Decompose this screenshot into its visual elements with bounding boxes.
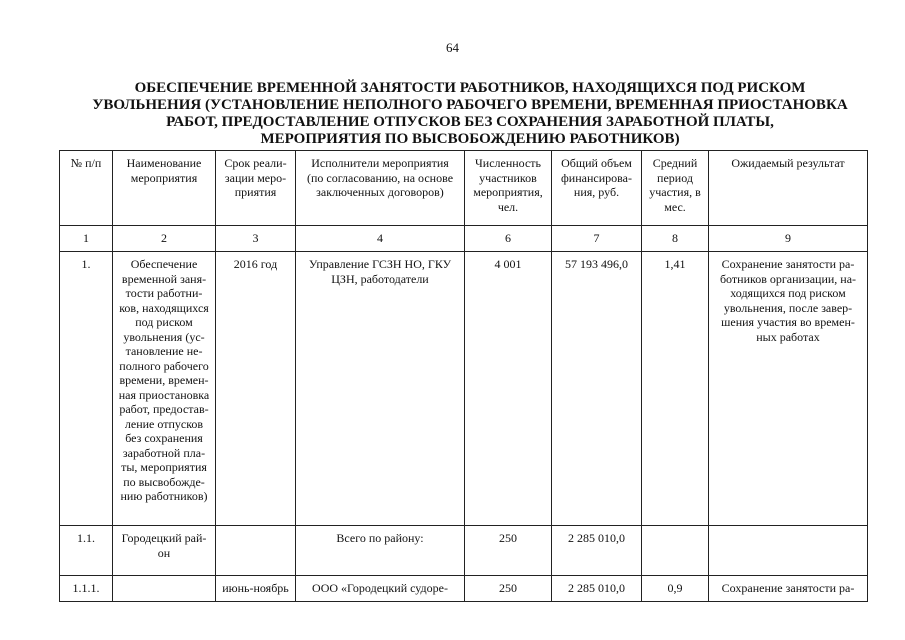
row-executors: ООО «Городецкий судоре- [296, 576, 465, 602]
row-name: Обеспечение временной заня- тости работни- ков, находящихся под риском увольнения (ус- тановление не- полного рабочего времени, времен- ная приостановка работ, предостав- ление отпусков без сохранения заработной пла- ты, мероприятия по высвобожде- нию работников) [113, 252, 216, 526]
column-number: 6 [465, 226, 552, 252]
column-number: 7 [552, 226, 642, 252]
row-num: 1.1.1. [60, 576, 113, 602]
header-executors: Исполнители мероприятия (по согласованию, на основе заключенных договоров) [296, 151, 465, 226]
column-number: 2 [113, 226, 216, 252]
row-financing: 2 285 010,0 [552, 526, 642, 576]
row-participants: 250 [465, 526, 552, 576]
row-executors: Управление ГСЗН НО, ГКУ ЦЗН, работодатели [296, 252, 465, 526]
header-period: Средний период участия, в мес. [642, 151, 709, 226]
title-line-1: ОБЕСПЕЧЕНИЕ ВРЕМЕННОЙ ЗАНЯТОСТИ РАБОТНИКОВ, НАХОДЯЩИХСЯ ПОД РИСКОМ [134, 80, 806, 96]
column-number-row [60, 226, 868, 252]
row-financing: 2 285 010,0 [552, 576, 642, 602]
row-num: 1. [60, 252, 113, 526]
row-result [709, 526, 868, 576]
header-num: № п/п [60, 151, 113, 226]
column-number: 4 [296, 226, 465, 252]
column-number: 9 [709, 226, 868, 252]
row-name: Городецкий рай- он [113, 526, 216, 576]
column-number: 8 [642, 226, 709, 252]
row-term: 2016 год [216, 252, 296, 526]
header-participants: Численность участников мероприятия, чел. [465, 151, 552, 226]
title-line-2: УВОЛЬНЕНИЯ (УСТАНОВЛЕНИЕ НЕПОЛНОГО РАБОЧЕГО ВРЕМЕНИ, ВРЕМЕННАЯ ПРИОСТАНОВКА [92, 97, 848, 113]
row-term [216, 526, 296, 576]
title-line-4: МЕРОПРИЯТИЯ ПО ВЫСВОБОЖДЕНИЮ РАБОТНИКОВ) [260, 131, 680, 147]
row-period: 0,9 [642, 576, 709, 602]
header-term: Срок реали- зации меро- приятия [216, 151, 296, 226]
header-financing: Общий объем финансирова- ния, руб. [552, 151, 642, 226]
row-participants: 250 [465, 576, 552, 602]
header-name: Наименование мероприятия [113, 151, 216, 226]
row-participants: 4 001 [465, 252, 552, 526]
header-result: Ожидаемый результат [709, 151, 868, 226]
title-line-3: РАБОТ, ПРЕДОСТАВЛЕНИЕ ОТПУСКОВ БЕЗ СОХРАНЕНИЯ ЗАРАБОТНОЙ ПЛАТЫ, [166, 114, 774, 130]
row-result: Сохранение занятости ра- ботников организации, на- ходящихся под риском увольнения, после завер- шения участия во времен- ных работах [709, 252, 868, 526]
row-result: Сохранение занятости ра- [709, 576, 868, 602]
measures-table [59, 150, 868, 602]
column-number: 1 [60, 226, 113, 252]
page-number: 64 [446, 40, 459, 55]
table-row [60, 526, 868, 576]
column-number: 3 [216, 226, 296, 252]
row-period [642, 526, 709, 576]
document-title [70, 80, 870, 148]
table-row [60, 252, 868, 526]
row-period: 1,41 [642, 252, 709, 526]
table-row [60, 576, 868, 602]
row-financing: 57 193 496,0 [552, 252, 642, 526]
row-name [113, 576, 216, 602]
table-header-row [60, 151, 868, 226]
row-term: июнь-ноябрь [216, 576, 296, 602]
row-num: 1.1. [60, 526, 113, 576]
row-executors: Всего по району: [296, 526, 465, 576]
